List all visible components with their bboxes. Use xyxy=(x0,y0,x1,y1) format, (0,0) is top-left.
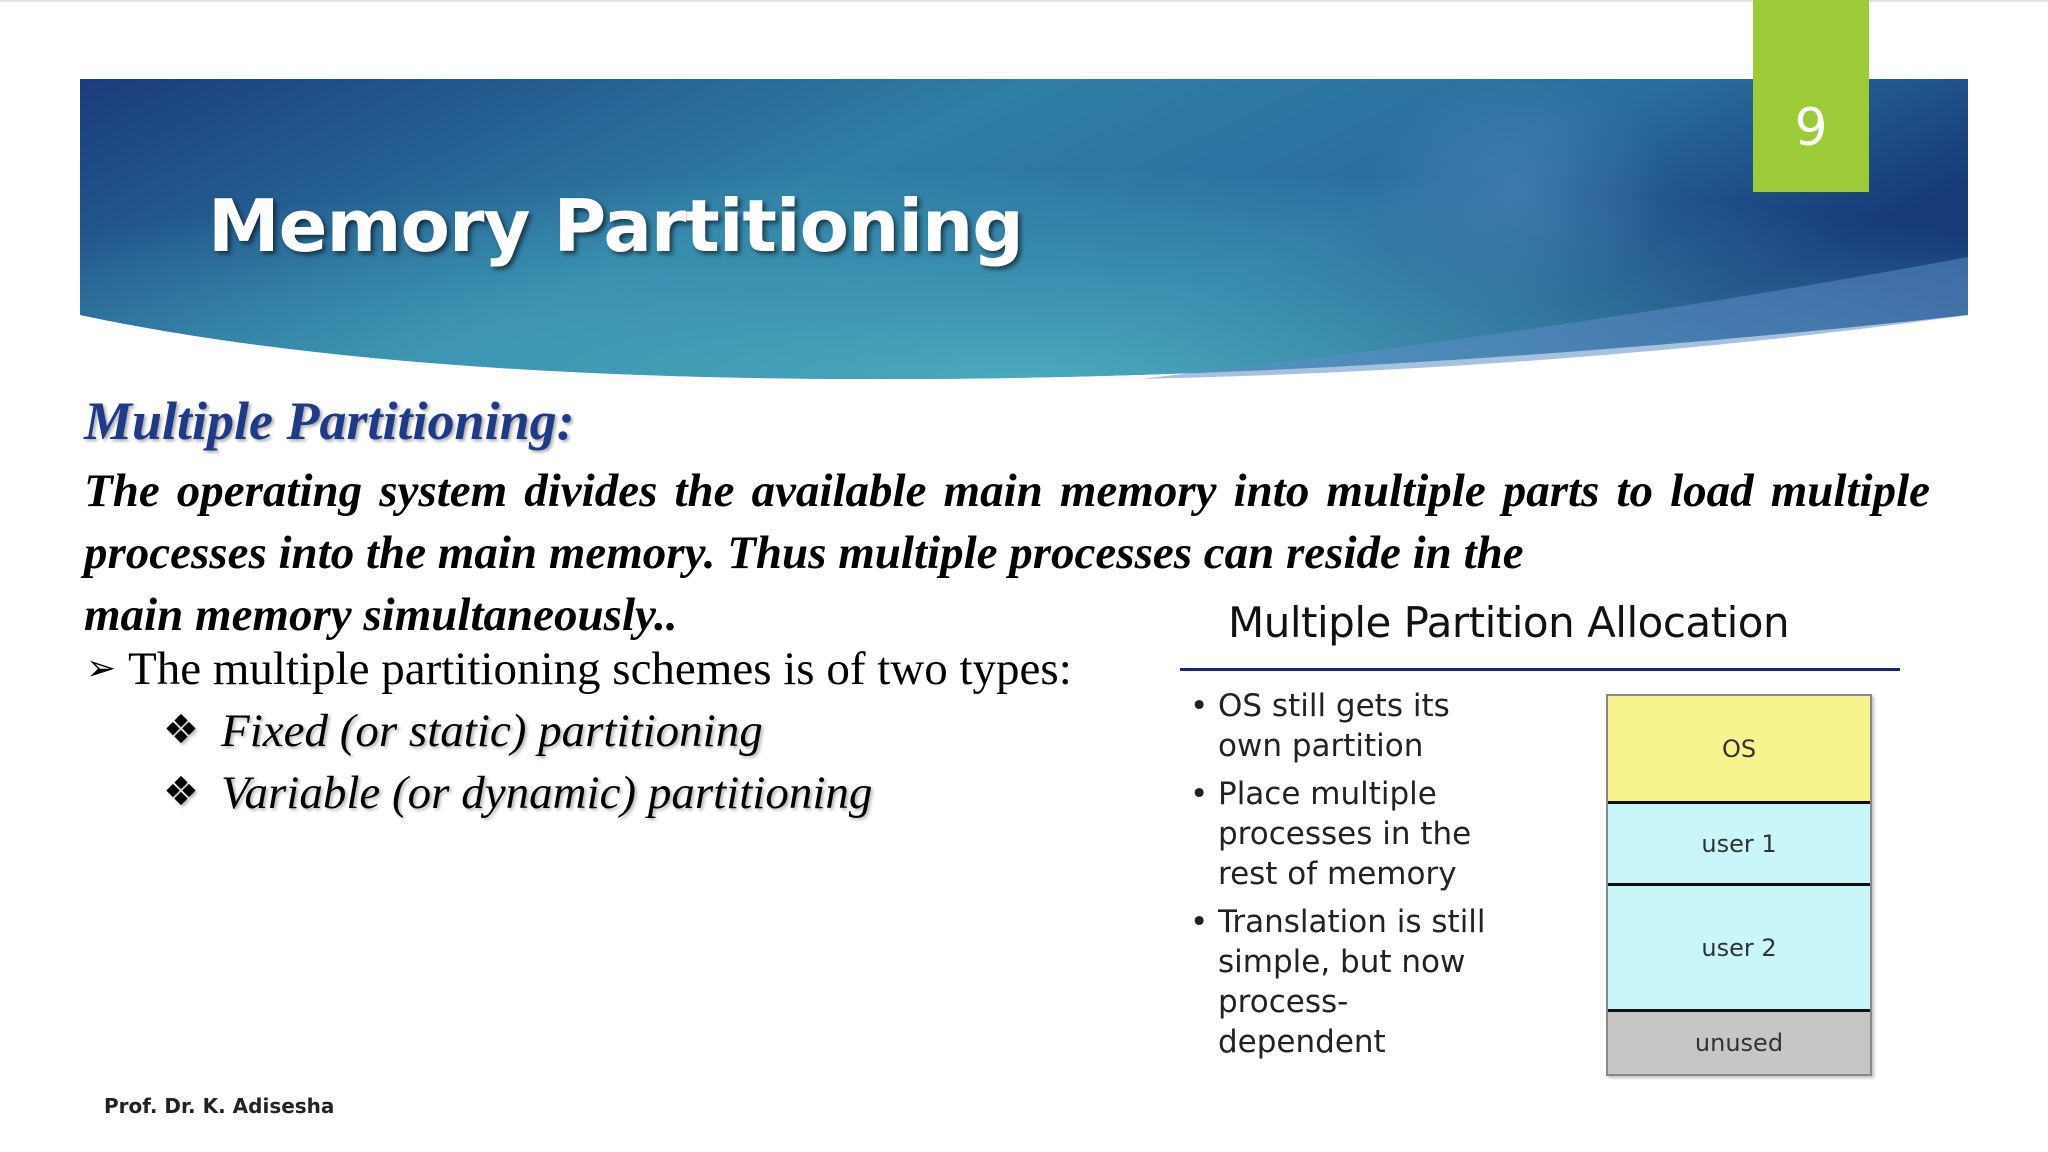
slide-title: Memory Partitioning xyxy=(208,184,1023,268)
memory-block-os: OS xyxy=(1608,696,1870,804)
diamond-bullet-icon: ❖ xyxy=(163,707,199,753)
slide-number: 9 xyxy=(1753,0,1869,192)
types-bullet xyxy=(86,642,1072,696)
memory-block-unused: unused xyxy=(1608,1012,1870,1074)
memory-block-user1: user 1 xyxy=(1608,804,1870,886)
partition-figure xyxy=(1170,592,1910,1088)
figure-divider xyxy=(1180,668,1900,671)
top-border xyxy=(0,0,2048,2)
paragraph-line-2: main memory simultaneously.. xyxy=(84,589,678,641)
figure-point xyxy=(1188,774,1508,894)
figure-point-text: Place multiple processes in the rest of memory xyxy=(1218,776,1472,892)
figure-point xyxy=(1188,686,1508,766)
type-item-fixed xyxy=(163,704,763,758)
figure-title: Multiple Partition Allocation xyxy=(1228,598,1790,647)
bullet-dot-icon: • xyxy=(1190,776,1209,812)
paragraph-line-1: The operating system divides the available main memory into multiple parts to load multiple processes into the main memory. Thus multiple processes can reside in the xyxy=(84,465,1930,579)
type-item-label: Fixed (or static) partitioning xyxy=(221,705,763,757)
figure-point-text: Translation is still simple, but now process-dependent xyxy=(1218,904,1486,1060)
figure-point-text: OS still gets its own partition xyxy=(1218,688,1450,764)
section-heading: Multiple Partitioning: xyxy=(84,391,575,451)
footer-author: Prof. Dr. K. Adisesha xyxy=(104,1094,335,1118)
type-item-label: Variable (or dynamic) partitioning xyxy=(221,767,873,819)
diamond-bullet-icon: ❖ xyxy=(163,769,199,815)
bullet-dot-icon: • xyxy=(1190,904,1209,940)
types-bullet-text: The multiple partitioning schemes is of two types: xyxy=(128,643,1072,695)
arrow-bullet-icon: ➢ xyxy=(86,648,117,689)
memory-diagram xyxy=(1606,694,1872,1076)
figure-point xyxy=(1188,902,1508,1062)
figure-points xyxy=(1188,686,1508,1070)
type-item-variable xyxy=(163,766,872,820)
memory-block-user2: user 2 xyxy=(1608,886,1870,1012)
bullet-dot-icon: • xyxy=(1190,688,1209,724)
